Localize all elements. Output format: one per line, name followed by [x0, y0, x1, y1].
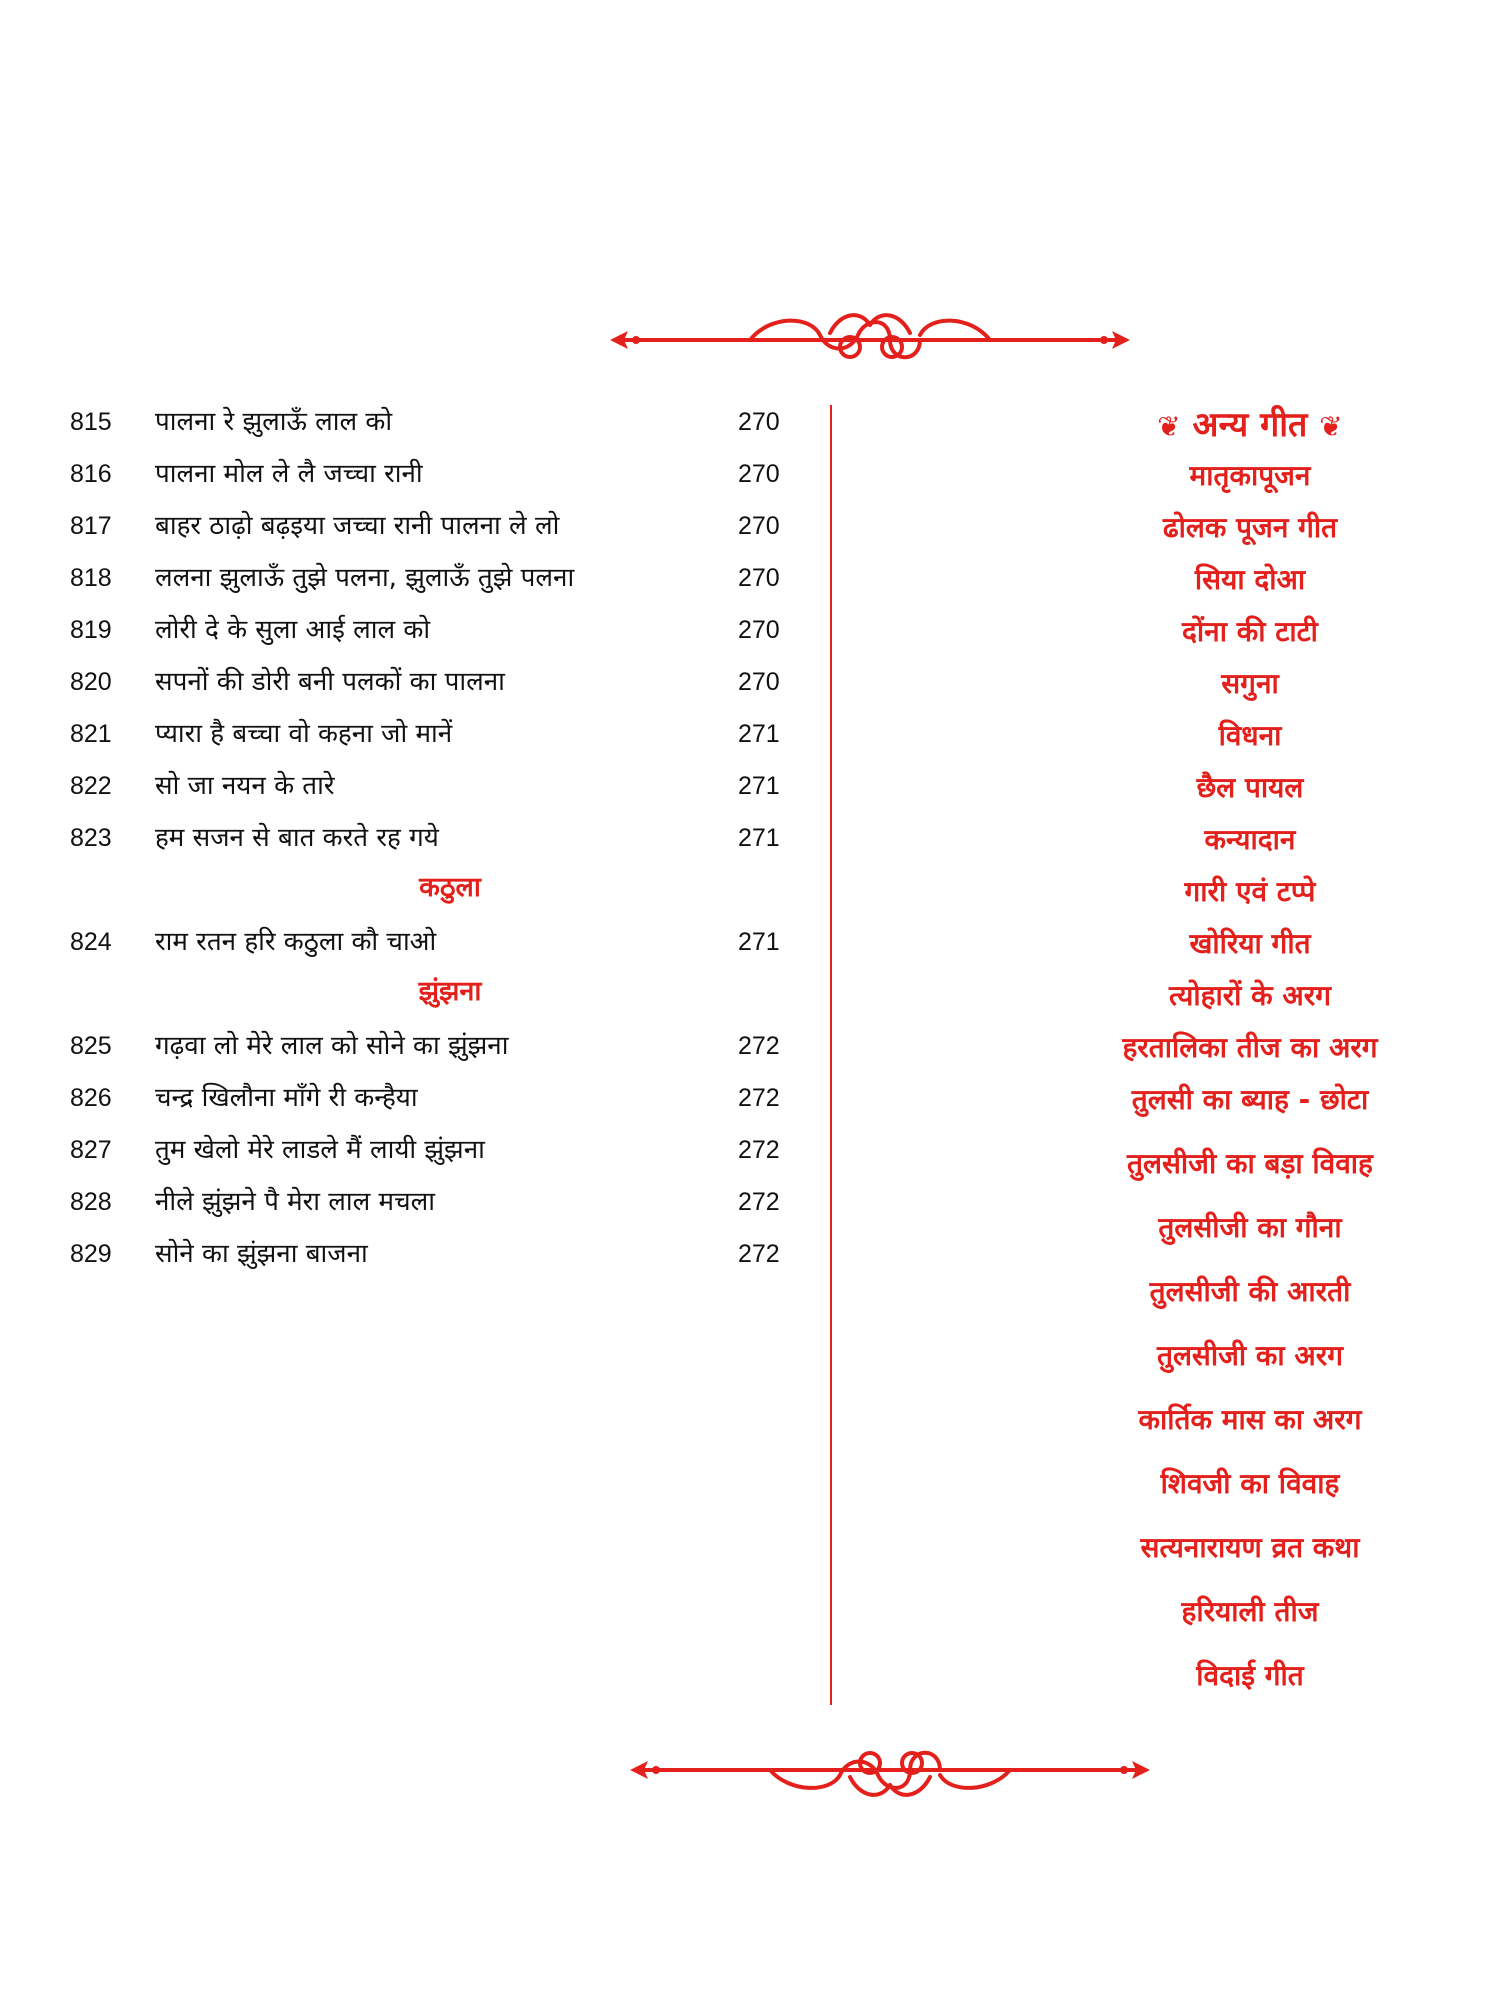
entry-page: 271 [738, 824, 780, 852]
right-list-item[interactable]: तुलसीजी का बड़ा विवाह [1127, 1147, 1373, 1180]
right-list-item[interactable]: हरियाली तीज [1181, 1595, 1319, 1628]
toc-entry[interactable] [70, 1128, 790, 1172]
entry-page: 270 [738, 616, 780, 644]
entry-page: 270 [738, 668, 780, 696]
entry-page: 270 [738, 460, 780, 488]
floral-ornament-icon: ❦ [1157, 410, 1181, 443]
right-list-item[interactable]: कार्तिक मास का अरग [1138, 1403, 1362, 1436]
right-list-item[interactable]: मातृकापूजन [1189, 459, 1311, 492]
right-list-item[interactable]: तुलसी का ब्याह - छोटा [1131, 1083, 1369, 1116]
entry-number: 821 [70, 720, 112, 748]
entry-title: राम रतन हरि कठुला कौ चाओ [155, 927, 437, 957]
entry-number: 815 [70, 408, 112, 436]
entry-title: गढ़वा लो मेरे लाल को सोने का झुंझना [155, 1031, 509, 1061]
entry-title: लोरी दे के सुला आई लाल को [155, 615, 431, 645]
right-list-item[interactable]: शिवजी का विवाह [1160, 1467, 1340, 1500]
toc-entry[interactable] [70, 504, 790, 548]
toc-entry[interactable] [70, 1232, 790, 1276]
entry-title: ललना झुलाऊँ तुझे पलना, झुलाऊँ तुझे पलना [155, 563, 575, 593]
entry-number: 826 [70, 1084, 112, 1112]
right-list-item[interactable]: छैल पायल [1196, 771, 1304, 804]
entry-number: 818 [70, 564, 112, 592]
entry-number: 825 [70, 1032, 112, 1060]
entry-page: 272 [738, 1084, 780, 1112]
right-list-item[interactable]: सिया दोआ [1194, 563, 1306, 596]
entry-title: हम सजन से बात करते रह गये [155, 823, 439, 853]
right-list-item[interactable]: विधना [1218, 719, 1282, 752]
entry-page: 272 [738, 1136, 780, 1164]
toc-entry[interactable] [70, 452, 790, 496]
toc-entry[interactable] [70, 660, 790, 704]
entry-title: सो जा नयन के तारे [155, 771, 335, 801]
right-list-item[interactable]: गारी एवं टप्पे [1184, 875, 1316, 908]
entry-page: 270 [738, 512, 780, 540]
entry-page: 271 [738, 772, 780, 800]
right-list-item[interactable]: त्योहारों के अरग [1168, 979, 1332, 1012]
floral-ornament-icon: ❦ [1319, 410, 1343, 443]
right-list-item[interactable]: ढोलक पूजन गीत [1162, 511, 1338, 544]
entry-page: 272 [738, 1188, 780, 1216]
right-list-item[interactable]: दोंना की टाटी [1182, 615, 1318, 648]
right-list-item[interactable]: कन्यादान [1204, 823, 1296, 856]
toc-entry[interactable] [70, 1024, 790, 1068]
entry-page: 272 [738, 1032, 780, 1060]
right-list-item[interactable]: सगुना [1221, 667, 1279, 700]
entry-title: प्यारा है बच्चा वो कहना जो मानें [155, 719, 453, 749]
entry-number: 817 [70, 512, 112, 540]
right-list-item[interactable]: विदाई गीत [1196, 1659, 1304, 1692]
toc-entry[interactable] [70, 556, 790, 600]
entry-number: 820 [70, 668, 112, 696]
entry-title: तुम खेलो मेरे लाडले मैं लायी झुंझना [155, 1135, 485, 1165]
section-heading-kathula: कठुला [419, 872, 481, 903]
right-column-title [1050, 400, 1450, 452]
toc-entry[interactable] [70, 1180, 790, 1224]
entry-page: 270 [738, 408, 780, 436]
column-divider [830, 405, 832, 1705]
entry-title: चन्द्र खिलौना माँगे री कन्हैया [155, 1083, 418, 1113]
right-list-item[interactable]: तुलसीजी का गौना [1158, 1211, 1342, 1244]
toc-entry[interactable] [70, 608, 790, 652]
entry-number: 827 [70, 1136, 112, 1164]
toc-entry[interactable] [70, 816, 790, 860]
entry-title: बाहर ठाढ़ो बढ़इया जच्चा रानी पालना ले लो [155, 511, 560, 541]
entry-number: 824 [70, 928, 112, 956]
toc-entry[interactable] [70, 1076, 790, 1120]
entry-number: 823 [70, 824, 112, 852]
bottom-ornament [620, 1735, 1160, 1805]
right-list-item[interactable]: तुलसीजी का अरग [1156, 1339, 1343, 1372]
entry-number: 822 [70, 772, 112, 800]
right-list-item[interactable]: सत्यनारायण व्रत कथा [1140, 1531, 1360, 1564]
entry-number: 816 [70, 460, 112, 488]
toc-entry[interactable] [70, 764, 790, 808]
toc-entry[interactable] [70, 920, 790, 964]
entry-title: सपनों की डोरी बनी पलकों का पालना [155, 667, 505, 697]
toc-entry[interactable] [70, 400, 790, 444]
entry-title: सोने का झुंझना बाजना [155, 1239, 368, 1269]
entry-number: 829 [70, 1240, 112, 1268]
entry-number: 819 [70, 616, 112, 644]
entry-title: पालना रे झुलाऊँ लाल को [155, 407, 393, 437]
right-list-item[interactable]: तुलसीजी की आरती [1149, 1275, 1351, 1308]
entry-number: 828 [70, 1188, 112, 1216]
top-ornament [600, 305, 1140, 375]
right-list-item[interactable]: हरतालिका तीज का अरग [1122, 1031, 1378, 1064]
entry-page: 271 [738, 928, 780, 956]
entry-page: 272 [738, 1240, 780, 1268]
entry-title: पालना मोल ले लै जच्चा रानी [155, 459, 423, 489]
entry-page: 271 [738, 720, 780, 748]
section-heading-jhunjhna: झुंझना [418, 976, 482, 1007]
right-list-item[interactable]: खोरिया गीत [1189, 927, 1311, 960]
right-title-text: अन्य गीत [1192, 405, 1308, 445]
entry-title: नीले झुंझने पै मेरा लाल मचला [155, 1187, 435, 1217]
toc-entry[interactable] [70, 712, 790, 756]
entry-page: 270 [738, 564, 780, 592]
